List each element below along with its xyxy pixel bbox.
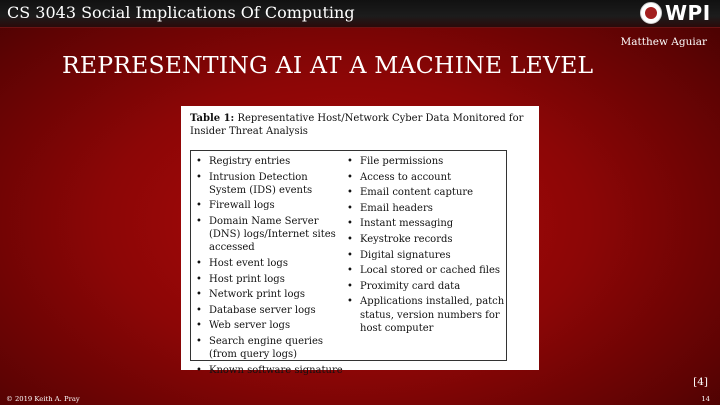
- table-caption: [190, 112, 530, 138]
- table-box: [190, 150, 507, 376]
- table-list-item-text: Keystroke records: [360, 233, 453, 245]
- bullet-icon: •: [196, 171, 202, 183]
- bullet-icon: •: [196, 156, 202, 167]
- table-list-item: [347, 264, 512, 277]
- table-list-item-text: Network print logs: [209, 289, 306, 301]
- table-list-item-text: Host event logs: [209, 257, 288, 269]
- table-list-item: [196, 288, 346, 301]
- header-bar: [0, 0, 720, 28]
- bullet-icon: •: [196, 289, 202, 301]
- bullet-icon: •: [347, 249, 353, 261]
- bullet-icon: •: [196, 304, 202, 316]
- course-title: CS 3043 Social Implications Of Computing: [7, 3, 355, 22]
- table-list-item: [347, 233, 512, 246]
- wpi-logo: [640, 2, 716, 24]
- table-list-item-text: Email content capture: [360, 187, 474, 199]
- table-list-item: [347, 202, 512, 215]
- table-list-item-text: Registry entries: [209, 156, 291, 167]
- bullet-icon: •: [196, 335, 202, 347]
- table-list-item: [196, 335, 346, 361]
- table-list-item-text: Digital signatures: [360, 249, 451, 261]
- author-name: Matthew Aguiar: [620, 36, 707, 48]
- table-list-item-text: Access to account: [360, 171, 452, 183]
- footer-copyright: © 2019 Keith A. Pray: [6, 395, 80, 403]
- table-list-item-text: Instant messaging: [360, 218, 454, 230]
- table-list-item-text: Web server logs: [209, 320, 291, 332]
- bullet-icon: •: [196, 320, 202, 332]
- bullet-icon: •: [196, 200, 202, 212]
- table-caption-text: Representative Host/Network Cyber Data Monitored for Insider Threat Analysis: [190, 113, 524, 137]
- table-list-item: [196, 273, 346, 286]
- bullet-icon: •: [196, 215, 202, 227]
- table-left-column: [196, 155, 346, 379]
- table-list-item: [196, 155, 346, 168]
- table-list-item-text: Domain Name Server (DNS) logs/Internet sites accessed: [209, 215, 336, 254]
- table-list-item-text: Proximity card data: [360, 280, 461, 292]
- table-list-item: [347, 217, 512, 230]
- bullet-icon: •: [347, 265, 353, 277]
- wpi-seal-icon: [640, 2, 662, 24]
- table-list-item: [196, 364, 346, 377]
- table-list-item: [347, 155, 512, 168]
- table-list-item-text: Firewall logs: [209, 200, 275, 212]
- table-list-item: [196, 304, 346, 317]
- table-list-item-text: Known software signature: [209, 364, 343, 376]
- table-list-item-text: Intrusion Detection System (IDS) events: [209, 171, 313, 196]
- bullet-icon: •: [196, 273, 202, 285]
- table-list-item: [347, 295, 512, 335]
- table-list-item: [196, 171, 346, 197]
- table-list-item: [347, 186, 512, 199]
- table-list-item: [347, 280, 512, 293]
- table-right-column: [347, 155, 512, 337]
- table-list-item-text: Search engine queries (from query logs): [209, 335, 324, 361]
- footer-page-number: 14: [701, 395, 710, 403]
- table-caption-label: Table 1:: [190, 113, 235, 124]
- table-figure: [181, 106, 539, 376]
- bullet-icon: •: [347, 187, 353, 199]
- bullet-icon: •: [196, 257, 202, 269]
- table-list-item-text: Database server logs: [209, 304, 316, 316]
- bullet-icon: •: [347, 202, 353, 214]
- slide-title: REPRESENTING AI AT A MACHINE LEVEL: [62, 51, 594, 79]
- bullet-icon: •: [347, 156, 353, 167]
- bullet-icon: •: [347, 233, 353, 245]
- bullet-icon: •: [347, 171, 353, 183]
- table-list-item-text: Applications installed, patch status, version numbers for host computer: [360, 296, 505, 334]
- table-list-item: [196, 319, 346, 332]
- bullet-icon: •: [196, 364, 202, 376]
- table-list-item: [347, 249, 512, 262]
- table-list-item: [196, 215, 346, 255]
- bullet-icon: •: [347, 218, 353, 230]
- citation-reference: [4]: [693, 376, 708, 388]
- table-list-item-text: Local stored or cached files: [360, 265, 501, 277]
- table-list-item: [196, 199, 346, 212]
- bullet-icon: •: [347, 280, 353, 292]
- table-list-item-text: Host print logs: [209, 273, 285, 285]
- table-list-item-text: Email headers: [360, 202, 433, 214]
- table-list-item-text: File permissions: [360, 156, 444, 167]
- bullet-icon: •: [347, 296, 353, 308]
- wpi-logo-text: WPI: [665, 1, 711, 25]
- table-list-item: [196, 257, 346, 270]
- table-list-item: [347, 171, 512, 184]
